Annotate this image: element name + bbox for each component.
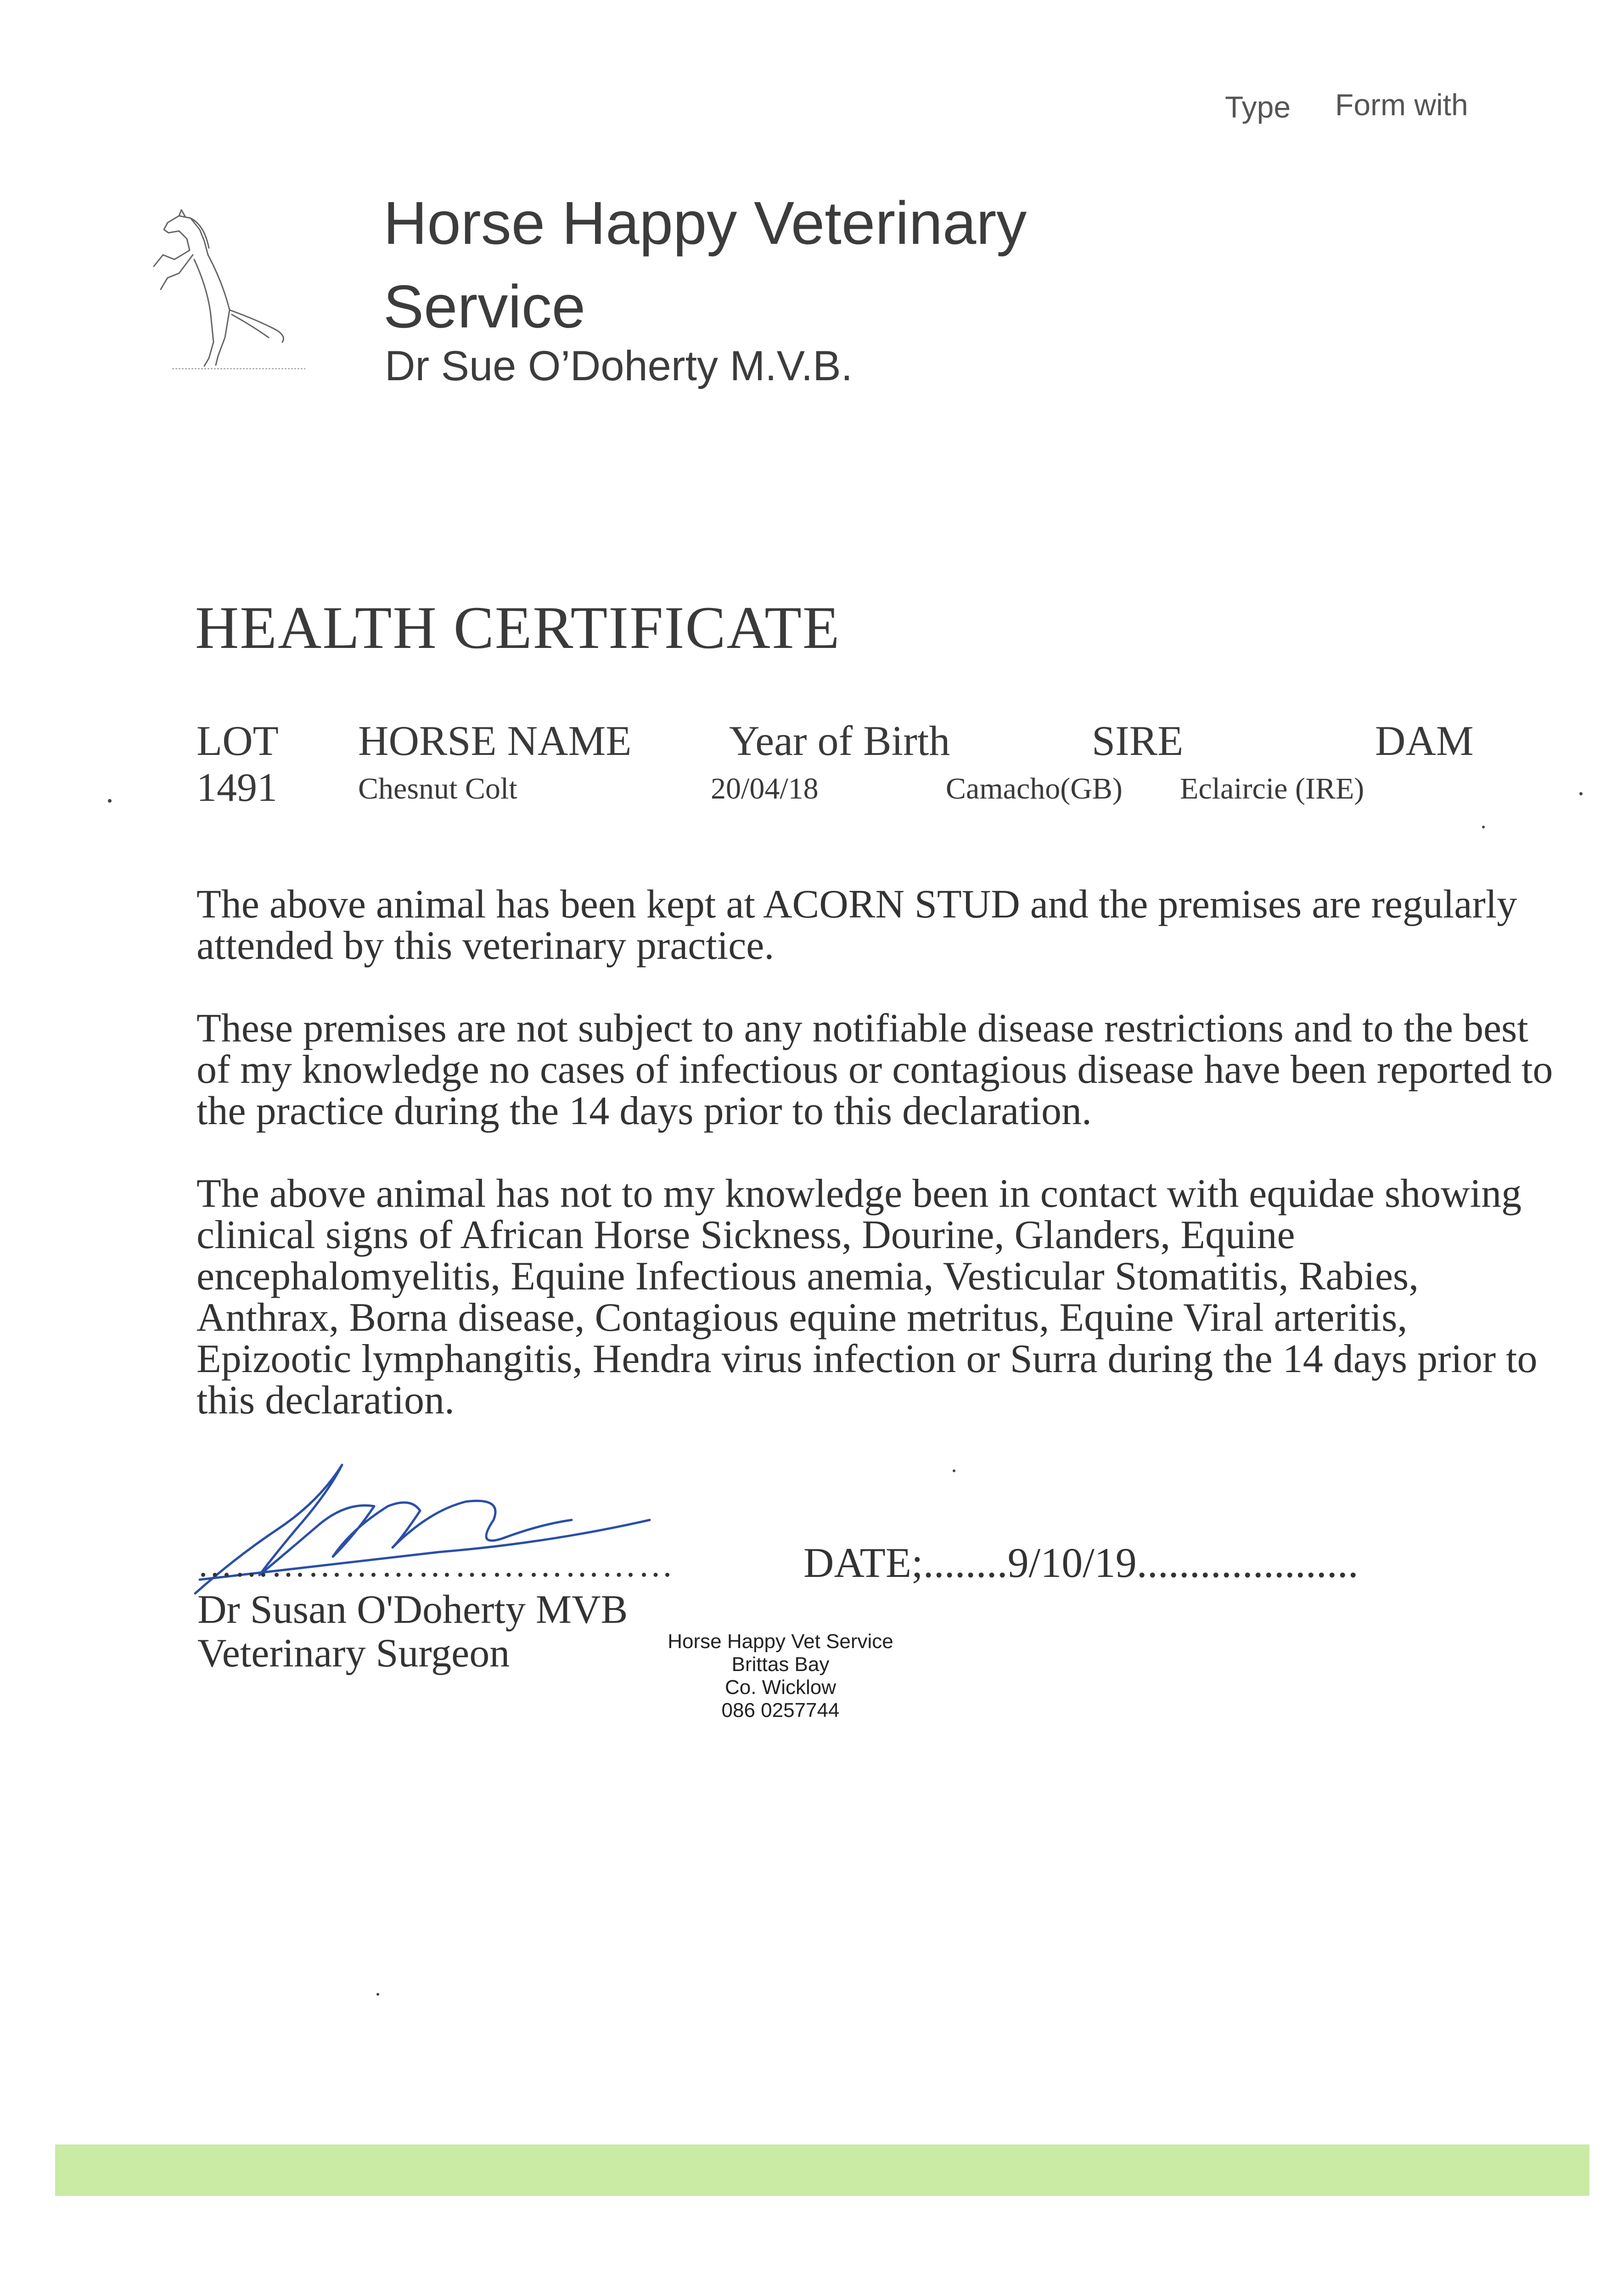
header-dam: DAM <box>1375 717 1474 764</box>
scan-speck <box>953 1469 955 1472</box>
header-sire: SIRE <box>1092 717 1184 764</box>
stamp-line-county: Co. Wicklow <box>724 1676 837 1699</box>
stamp-line-phone: 086 0257744 <box>721 1699 840 1722</box>
practice-name: Horse Happy Veterinary Service <box>383 189 1027 340</box>
stamp-line-town: Brittas Bay <box>731 1653 830 1676</box>
footer-bar <box>55 2144 1589 2196</box>
date-line: DATE;........9/10/19..................... <box>803 1539 1359 1586</box>
cell-year-of-birth: 20/04/18 <box>711 772 819 805</box>
scan-speck <box>1482 826 1485 828</box>
header-year-of-birth: Year of Birth <box>729 717 950 764</box>
stamp-line-name: Horse Happy Vet Service <box>668 1630 893 1653</box>
paragraph-contact-declaration: The above animal has not to my knowledge been in contact with equidae showing clinical signs of African Horse Sickness, Dourine, Glanders, Equine encephalomyelitis, Equine Infectious anemia, Vesticular Stomatitis, Rabies, Anthrax, Borna disease, Contagious equine metritus, Equine Viral arteritis, Epizootic lymphangitis, Hendra virus infection or Surra during the 14 days prior to this declaration. <box>197 1171 1538 1423</box>
scan-speck <box>108 799 112 803</box>
signatory-name: Dr Susan O'Doherty MVB <box>197 1587 628 1632</box>
paragraph-premises: The above animal has been kept at ACORN STUD and the premises are regularly attended by this veterinary practice. <box>197 882 1517 968</box>
rearing-horse-icon <box>135 204 310 374</box>
scan-speck <box>1579 792 1583 795</box>
signature-line: ………………………………… <box>197 1546 675 1584</box>
header-horse-name: HORSE NAME <box>358 717 632 764</box>
cell-horse-name: Chesnut Colt <box>358 772 517 805</box>
signatory-title: Veterinary Surgeon <box>197 1631 510 1676</box>
scan-speck <box>376 1993 379 1996</box>
type-value: Form with <box>1335 88 1468 122</box>
paragraph-disease-restrictions: These premises are not subject to any notifiable disease restrictions and to the best of my knowledge no cases of infectious or contagious disease have been reported to the practice during the 14 days prior to this declaration. <box>197 1006 1553 1133</box>
cell-lot: 1491 <box>197 765 277 810</box>
header-lot: LOT <box>197 717 279 764</box>
type-label: Type <box>1225 90 1291 124</box>
cell-dam: Eclaircie (IRE) <box>1180 772 1364 805</box>
certificate-title: HEALTH CERTIFICATE <box>195 594 841 661</box>
practice-stamp <box>597 1630 964 1722</box>
practice-vet-name: Dr Sue O’Doherty M.V.B. <box>385 343 853 389</box>
cell-sire: Camacho(GB) <box>946 772 1123 805</box>
